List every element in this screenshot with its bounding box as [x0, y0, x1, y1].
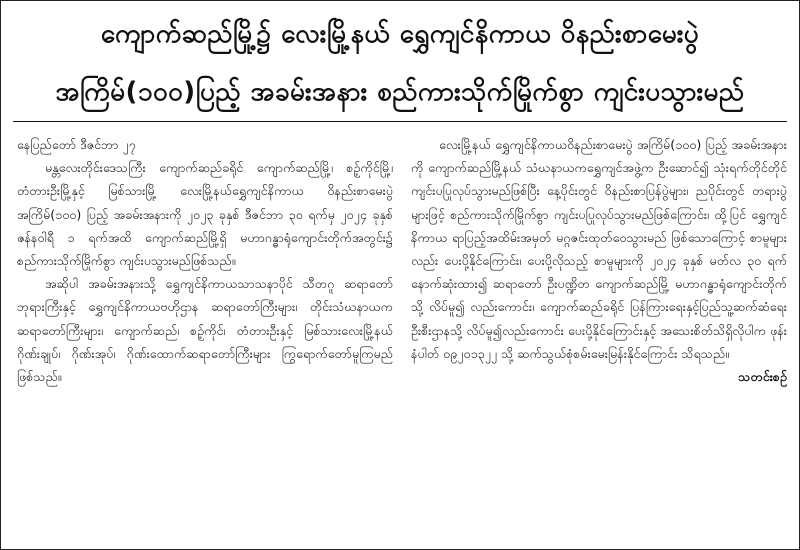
- headline-line-2: အကြိမ်(၁၀၀)ပြည့် အခမ်းအနား စည်ကားသိုက်မြိုက်စွာ ကျင်းပသွားမည်: [55, 77, 745, 107]
- article-paragraph: လေးမြို့နယ် ရွှေကျင်နိကာယဝိနည်းစာမေးပွဲ အကြိမ်(၁၀၀) ပြည့် အခမ်းအနားကို ကျောက်ဆည်မြို့နယ် သံဃနာယကရွှေကျင်အဖွဲ့က ဦးဆောင်၍ သုံးရက်တိုင်တိုင် ကျင်းပပြုလုပ်သွားမည်ဖြစ်ပြီး နေ့ပိုင်းတွင် ဝိနည်းစာပြန်ပွဲများ၊ ညပိုင်းတွင် တရားပွဲများဖြင့် စည်ကားသိုက်မြိုက်စွာ ကျင်းပပြုလုပ်သွားမည်ဖြစ်ကြောင်း၊ ထို့ပြင် ရွှေကျင်နိကာယ ရာပြည့်အထိမ်းအမှတ် မဂ္ဂဇင်းထုတ်ဝေသွားမည် ဖြစ်သောကြောင့် စာမူများလည်း ပေးပို့နိုင်ကြောင်း၊ ပေးပို့လိုသည့် စာမူများကို ၂၀၂၄ ခုနှစ် မတ်လ ၃၀ ရက်နောက်ဆုံးထား၍ ဆရာတော် ဦးပဏ္ဍိတ ကျောက်ဆည်မြို့ မဟာဂန္ဓာရုံကျောင်းတိုက်သို့ လိပ်မူ၍ လည်းကောင်း၊ ကျောက်ဆည်ခရိုင် ပြန်ကြားရေးနှင့်ပြည်သူ့ဆက်ဆံရေးဦးစီးဌာနသို့ လိပ်မူ၍လည်းကောင်း ပေးပို့နိုင်ကြောင်းနှင့် အသေးစိတ်သိရှိလိုပါက ဖုန်းနံပါတ် ၀၉၂၀၁၃၂၂ သို့ ဆက်သွယ်စုံစမ်းမေးမြန်းနိုင်ကြောင်း သိရသည်။: [411, 137, 787, 361]
- article-column-right: [411, 133, 787, 388]
- article-paragraph: မန္တလေးတိုင်းဒေသကြီး ကျောက်ဆည်ခရိုင် ကျောက်ဆည်မြို့၊ စဉ့်ကိုင်မြို့၊ တံတားဦးမြို့နှင့် မြစ်သားမြို့ လေးမြို့နယ်ရွှေကျင်နိကာယ ဝိနည်းစာမေးပွဲအကြိမ်(၁၀၀) ပြည့် အခမ်းအနားကို ၂၀၂၃ ခုနှစ် ဒီဇင်ဘာ ၃၀ ရက်မှ ၂၀၂၄ ခုနှစ် ဇန်နဝါရီ ၁ ရက်အထိ ကျောက်ဆည်မြို့ရှိ မဟာဂန္ဓာရုံကျောင်းတိုက်အတွင်း၌ စည်ကားသိုက်မြိုက်စွာ ကျင်းပသွားမည်ဖြစ်သည်။: [17, 160, 393, 269]
- article-column-left: [17, 133, 393, 388]
- byline: သတင်းစဉ်: [738, 369, 787, 385]
- dateline: နေပြည်တော် ဒီဇင်ဘာ ၂၇: [17, 137, 136, 152]
- headline-line-1: ကျောက်ဆည်မြို့၌ လေးမြို့နယ် ရွှေကျင်နိကာယ ဝိနည်းစာမေးပွဲ: [100, 19, 700, 49]
- article-paragraph: အဆိုပါ အခမ်းအနားသို့ ရွှေကျင်နိကာယသာသနာပိုင် သီတဂူ ဆရာတော်ဘုရားကြီးနှင့် ရွှေကျင်နိကာယဗဟိုဌာန ဆရာတော်ကြီးများ၊ တိုင်းသံဃနာယကဆရာတော်ကြီးများ၊ ကျောက်ဆည်၊ စဉ့်ကိုင်၊ တံတားဦးနှင့် မြစ်သားလေးမြို့နယ် ဂိုဏ်းချုပ်၊ ဂိုဏ်းအုပ်၊ ဂိုဏ်းထောက်ဆရာတော်ကြီးများ ကြွရောက်တော်မူကြမည် ဖြစ်သည်။: [17, 276, 393, 385]
- headline-rule: [13, 121, 787, 122]
